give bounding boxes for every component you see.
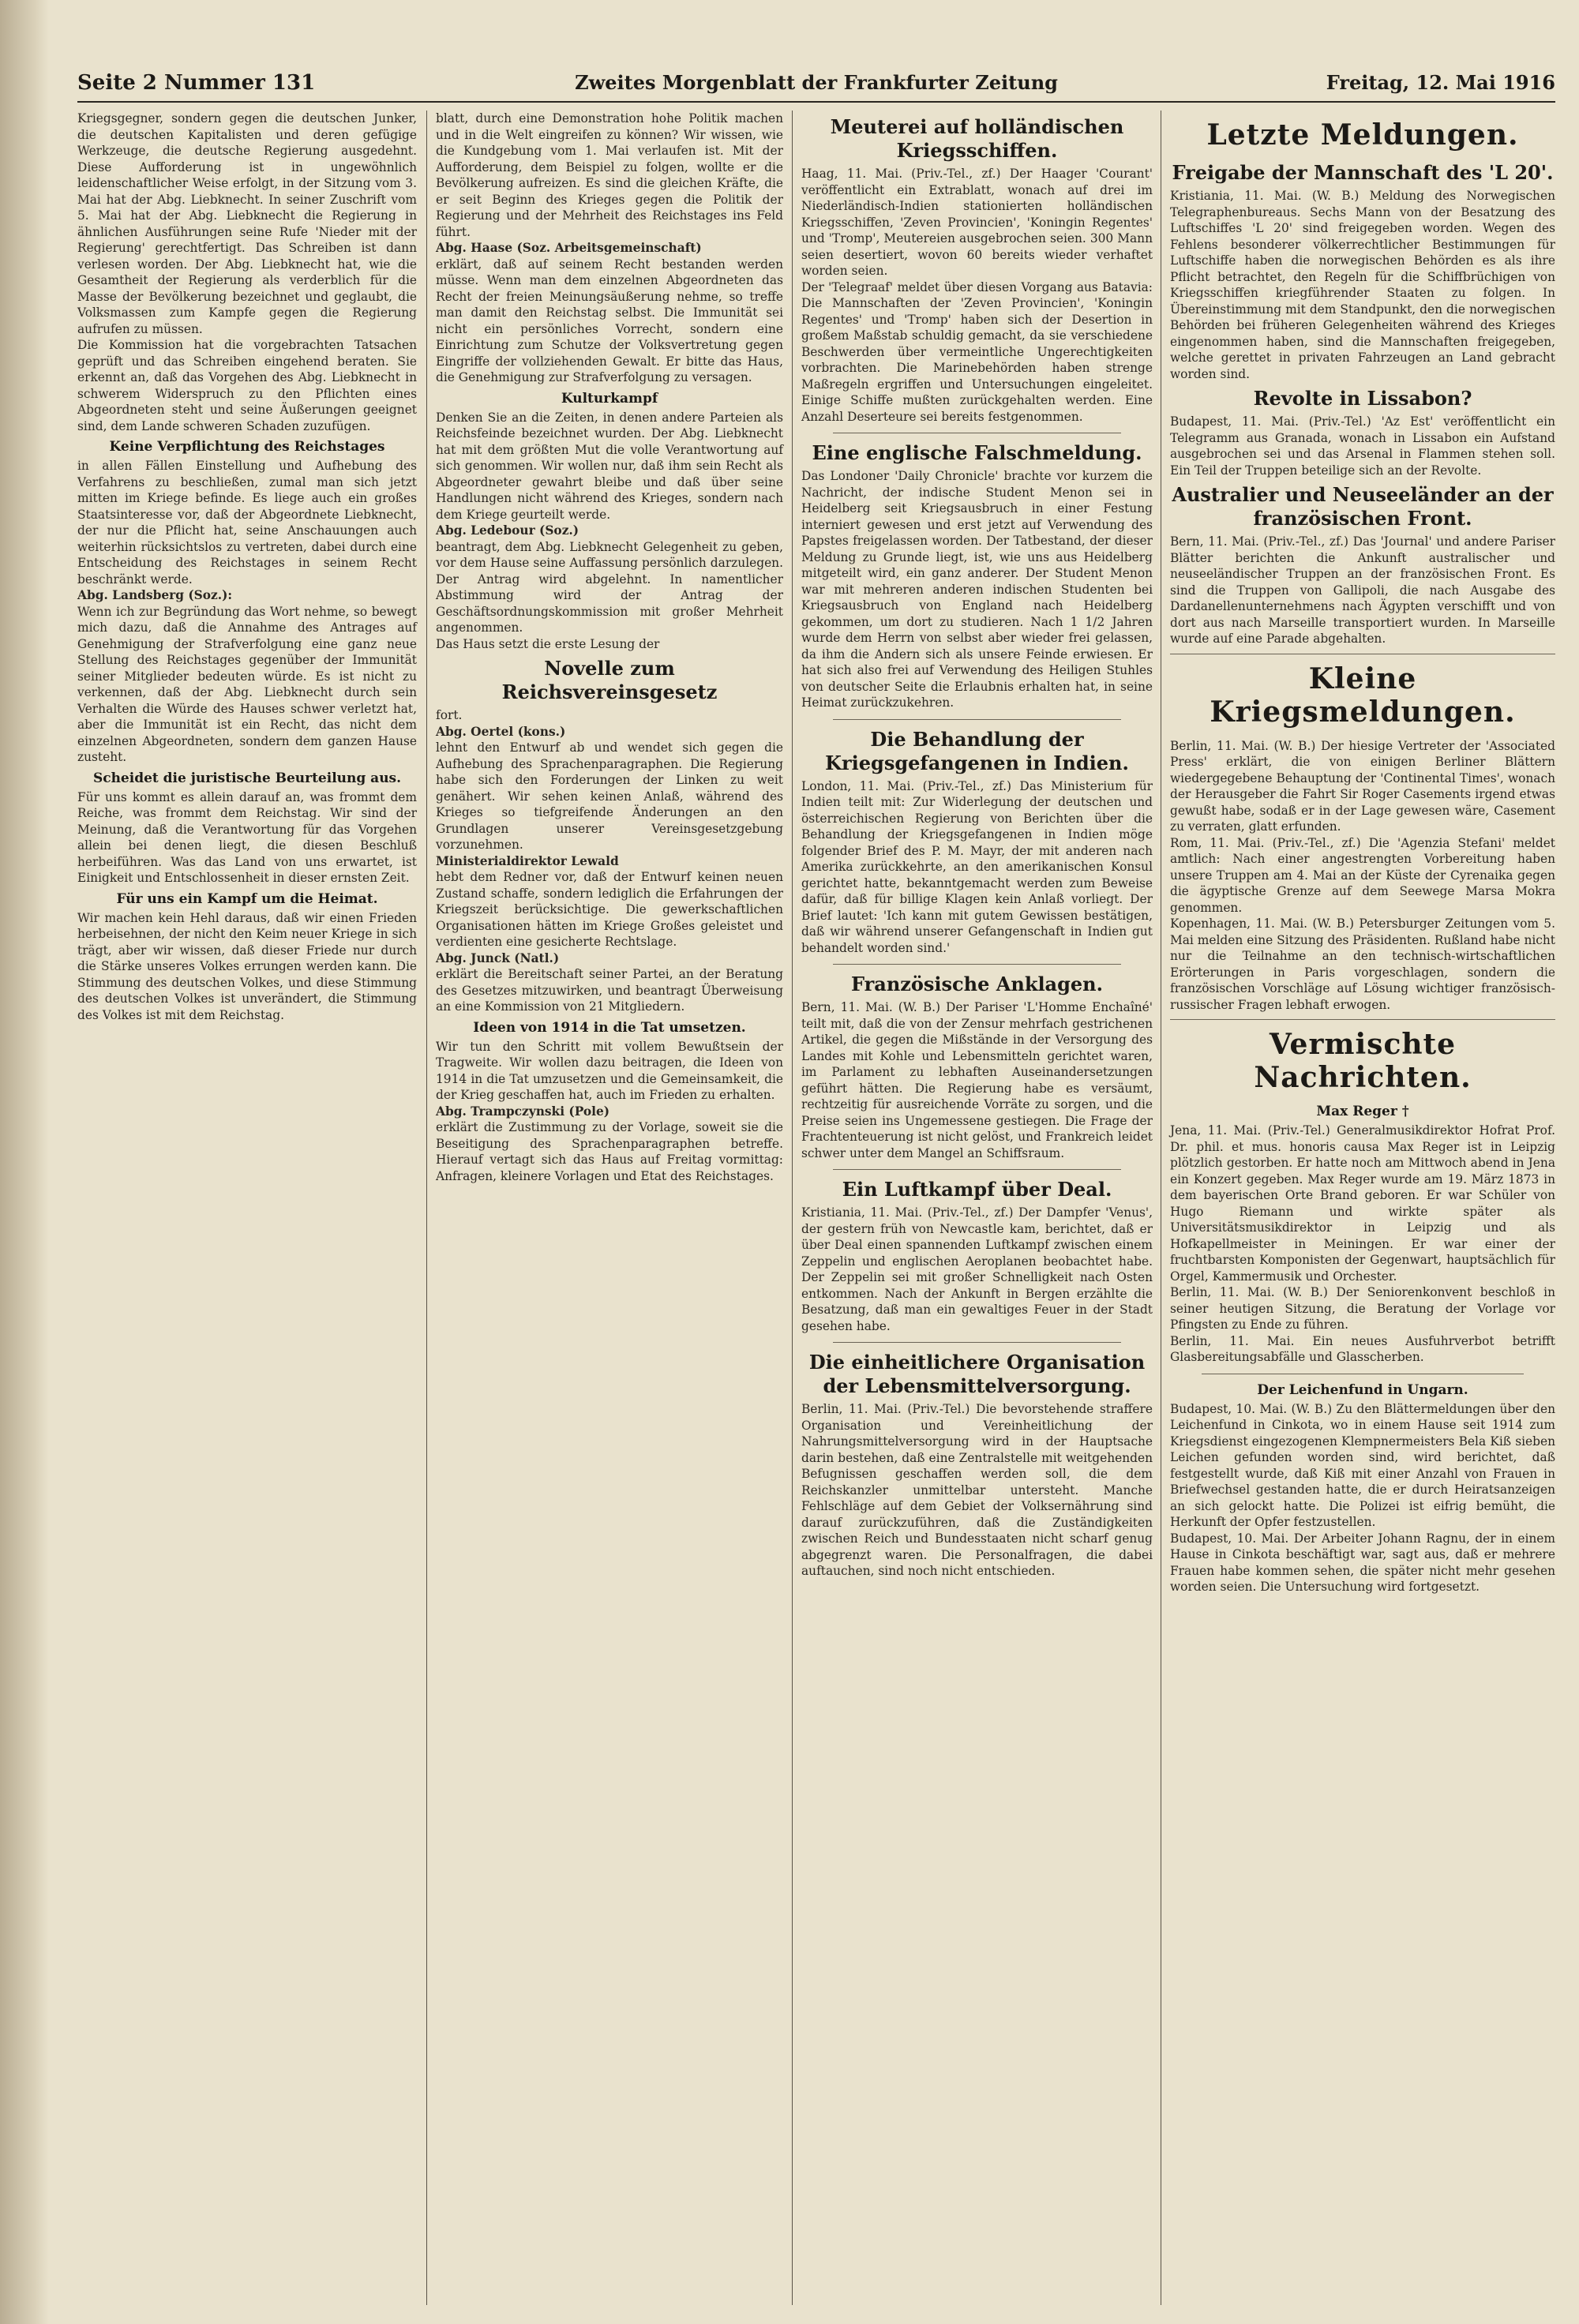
- article-paragraph: Wenn ich zur Begründung das Wort nehme, so bewegt mich dazu, daß die Annahme des Antrages auf Genehmigung der Strafverfolgung eine ganz neue Stellung des Reichstages gegenüber der Immunität seiner Mitglieder bedeuten würde. Es ist nicht zu verkennen, daß der Abg. Liebknecht durch sein Verhalten die Würde des Hauses schwer verletzt hat, aber die Immunität ist ein Recht, das nicht dem einzelnen Abgeordneten, sondern dem ganzen Hause zusteht.: [77, 604, 421, 764]
- article-title: Ein Luftkampf über Deal.: [842, 1178, 1112, 1201]
- divider: [833, 719, 1121, 720]
- section-title: Kleine Kriegsmeldungen.: [1210, 662, 1516, 729]
- column-4: [1170, 111, 1559, 2305]
- article-title: Australier und Neuseeländer an der französischen Front.: [1172, 483, 1554, 530]
- issue-date: Freitag, 12. Mai 1916: [1326, 71, 1555, 94]
- article-paragraph: Kristiania, 11. Mai. (Priv.-Tel., zf.) Der Dampfer 'Venus', der gestern früh von Newcastle kam, berichtet, daß er über Deal einen spannenden Luftkampf zwischen einem Zeppelin und englischen Aeroplanen beobachtet habe. Der Zeppelin sei mit großer Schnelligkeit nach Osten entkommen. Nach der Ankunft in Bergen erzählte die Besatzung, daß man ein gewaltiges Feuer in der Stadt gesehen habe.: [801, 1205, 1157, 1333]
- article-paragraph: Wir machen kein Hehl daraus, daß wir einen Frieden herbeisehnen, der nicht den Keim neuer Kriege in sich trägt, aber wir wissen, daß dieser Friede nur durch die Stärke unseres Volkes errungen werden kann. Die Stimmung des deutschen Volkes, und diese Stimmung des deutschen Volkes ist unverändert, die Stimmung des Volkes ist mit dem Reichstag.: [77, 910, 421, 1022]
- article-paragraph: Kristiania, 11. Mai. (W. B.) Meldung des Norwegischen Telegraphenbureaus. Sechs Mann von der Besatzung des Luftschiffes 'L 20' sind freigegeben worden. Wegen des Fehlens besonderer völkerrechtlicher Bestimmungen für Luftschiffe haben die norwegischen Behörden es als ihre Pflicht betrachtet, den Regeln für die Schiffbrüchigen von Kriegsschiffen kriegführender Staaten zu folgen. In Übereinstimmung mit dem Standpunkt, den die norwegischen Behörden bei früheren Gelegenheiten während des Krieges eingenommen haben, sind die Mannschaften freigegeben, welche gerettet in privaten Fahrzeugen an Land gebracht worden sind.: [1170, 189, 1559, 381]
- article-paragraph: Für uns kommt es allein darauf an, was frommt dem Reiche, was frommt dem Reichstag. Wir sind der Meinung, daß die Verantwortung für das Vorgehen allein bei denen liegt, die diesen Beschluß herbeiführen. Was das Land von uns erwartet, ist Einigkeit und Entschlossenheit in dieser ernsten Zeit.: [77, 789, 421, 885]
- article-paragraph: Wir tun den Schritt mit vollem Bewußtsein der Tragweite. Wir wollen dazu beitragen, die Ideen von 1914 in die Tat umzusetzen und die Gemeinsamkeit, die der Krieg geschaffen hat, auch im Frieden zu erhalten.: [436, 1039, 787, 1102]
- article-paragraph: Kopenhagen, 11. Mai. (W. B.) Petersburger Zeitungen vom 5. Mai melden eine Sitzung des Präsidenten. Rußland habe nicht nur die Teilnahme an den technisch-wirtschaftlichen Erörterungen in Paris vorgeschlagen, sondern die französischen Vorschläge auf Lösung wichtiger französisch-russischer Fragen lebhaft erwogen.: [1170, 916, 1559, 1012]
- speaker-name: Ministerialdirektor Lewald: [436, 853, 619, 868]
- article-paragraph: beantragt, dem Abg. Liebknecht Gelegenheit zu geben, vor dem Hause seine Auffassung persönlich darzulegen. Der Antrag wird abgelehnt. In namentlicher Abstimmung wird der Antrag der Geschäftsordnungskommission mit großer Mehrheit angenommen.: [436, 539, 787, 635]
- column-rule: [792, 111, 793, 2305]
- article-title: Französische Anklagen.: [851, 973, 1103, 995]
- article-paragraph: Berlin, 11. Mai. Ein neues Ausfuhrverbot betrifft Glasbereitungsabfälle und Glasscherben.: [1170, 1333, 1559, 1364]
- article-paragraph: Berlin, 11. Mai. (W. B.) Der Seniorenkonvent beschloß in seiner heutigen Sitzung, die Beratung der Vorlage vor Pfingsten zu Ende zu führen.: [1170, 1285, 1559, 1332]
- book-binding: [0, 0, 49, 2324]
- subheading: Max Reger †: [1316, 1104, 1409, 1119]
- article-title: Eine englische Falschmeldung.: [812, 441, 1142, 464]
- column-3: [801, 111, 1157, 2305]
- article-paragraph: Jena, 11. Mai. (Priv.-Tel.) Generalmusikdirektor Hofrat Prof. Dr. phil. et mus. honoris causa Max Reger ist in Leipzig plötzlich gestorben. Er hatte noch am Mittwoch abend in Jena ein Konzert gegeben. Max Reger wurde am 19. März 1873 in dem bayerischen Orte Brand geboren. Er war Schüler von Hugo Riemann und wirkte später als Universitätsmusikdirektor in Leipzig und als Hofkapellmeister in Meiningen. Er war einer der fruchtbarsten Komponisten der Gegenwart, hauptsächlich für Orgel, Kammermusik und Orchester.: [1170, 1123, 1559, 1284]
- column-2: [436, 111, 787, 2305]
- article-paragraph: Berlin, 11. Mai. (W. B.) Der hiesige Vertreter der 'Associated Press' erklärt, die von einigen Berliner Blättern wiedergegebene Behauptung der 'Continental Times', wonach der Herausgeber die Fahrt Sir Roger Casements irgend etwas gewußt habe, sodaß er in der Lage gewesen wäre, Casement zu verraten, glatt erfunden.: [1170, 738, 1559, 834]
- article-paragraph: in allen Fällen Einstellung und Aufhebung des Verfahrens zu beschließen, zumal man sich jetzt mitten im Kriege befinde. Es liege auch ein großes Staatsinteresse vor, daß der Abgeordnete Liebknecht, der nur die Pflicht hat, seine Anschauungen auch weiterhin rücksichtslos zu vertreten, dabei durch eine Entscheidung des Reichstages in seinem Recht beschränkt werde.: [77, 459, 421, 587]
- article-paragraph: Budapest, 10. Mai. Der Arbeiter Johann Ragnu, der in einem Hause in Cinkota beschäftigt war, sagt aus, daß er mehrere Frauen habe kommen sehen, die später nicht mehr gesehen worden seien. Die Untersuchung wird fortgesetzt.: [1170, 1531, 1559, 1594]
- page-number: Seite 2 Nummer 131: [77, 71, 316, 95]
- divider: [833, 1169, 1121, 1170]
- subheading: Kulturkampf: [561, 390, 658, 407]
- section-title: Letzte Meldungen.: [1206, 118, 1519, 152]
- article-paragraph: hebt dem Redner vor, daß der Entwurf keinen neuen Zustand schaffe, sondern lediglich die Erfahrungen der Kriegszeit berücksichtige. Die gewerkschaftlichen Organisationen hätten im Kriege Großes geleistet und verdienten eine gesicherte Rechtslage.: [436, 870, 787, 949]
- article-paragraph: lehnt den Entwurf ab und wendet sich gegen die Aufhebung des Sprachenparagraphen. Die Regierung habe sich den Forderungen der Linken zu weit genähert. Wir sehen keinen Anlaß, während des Krieges so tiefgreifende Änderungen an den Grundlagen unserer Vereinsgesetzgebung vorzunehmen.: [436, 740, 787, 852]
- article-title: Novelle zum Reichsvereinsgesetz: [501, 657, 718, 703]
- speaker-name: Abg. Ledebour (Soz.): [436, 523, 579, 538]
- subheading: Ideen von 1914 in die Tat umsetzen.: [473, 1019, 746, 1036]
- article-title: Revolte in Lissabon?: [1253, 387, 1472, 410]
- article-paragraph: Das Haus setzt die erste Lesung der: [436, 636, 660, 651]
- article-paragraph: Das Londoner 'Daily Chronicle' brachte vor kurzem die Nachricht, der indische Student Menon sei in Heidelberg seit Kriegsausbruch in einer Festung interniert gewesen und erst jetzt auf Verwendung des Papstes freigelassen worden. Der Tatbestand, der dieser Meldung zu Grunde liegt, ist, wie uns aus Heidelberg mitgeteilt wird, ein ganz anderer. Der Student Menon war mit mehreren anderen indischen Studenten bei Kriegsausbruch von England nach Heidelberg gekommen, um dort zu studieren. Nach 1 1/2 Jahren wurde dem Herrn von selbst aber wieder frei gelassen, da ihm die Andern sich als unsere Feinde erwiesen. Er hat sich also frei auf Verwendung des Heiligen Stuhles von deutscher Seite die Erlaubnis erhalten hat, in seine Heimat zurückzukehren.: [801, 469, 1157, 710]
- article-paragraph: Die Kommission hat die vorgebrachten Tatsachen geprüft und das Schreiben eingehend beraten. Sie erkennt an, daß das Vorgehen des Abg. Liebknecht in schwerem Widerspruch zu den Pflichten eines Abgeordneten steht und seine Äußerungen geeignet sind, dem Lande schweren Schaden zuzufügen.: [77, 338, 421, 433]
- divider: [833, 964, 1121, 965]
- article-paragraph: Rom, 11. Mai. (Priv.-Tel., zf.) Die 'Agenzia Stefani' meldet amtlich: Nach einer angestrengten Vorbereitung haben unsere Truppen am 4. Mai an der Küste der Cyrenaika gegen die ägyptische Grenze auf dem Seewege Marsa Mokra genommen.: [1170, 835, 1559, 915]
- article-title: Freigabe der Mannschaft des 'L 20'.: [1172, 161, 1554, 184]
- subheading: Keine Verpflichtung des Reichstages: [109, 439, 385, 455]
- article-paragraph: erklärt die Bereitschaft seiner Partei, an der Beratung des Gesetzes mitzuwirken, und beantragt Überweisung an eine Kommission von 21 Mitgliedern.: [436, 967, 787, 1014]
- speaker-name: Abg. Trampczynski (Pole): [436, 1104, 610, 1119]
- article-paragraph: fort.: [436, 708, 463, 722]
- speaker-name: Abg. Oertel (kons.): [436, 724, 566, 739]
- article-paragraph: erklärt die Zustimmung zu der Vorlage, soweit sie die Beseitigung des Sprachenparagraphen betreffe. Hierauf vertagt sich das Haus auf Freitag vormittag: Anfragen, kleinere Vorlagen und Etat des Reichstages.: [436, 1120, 787, 1183]
- divider: [833, 1342, 1121, 1343]
- article-paragraph: Budapest, 11. Mai. (Priv.-Tel.) 'Az Est' veröffentlicht ein Telegramm aus Granada, wonach in Lissabon ein Aufstand ausgebrochen sei und das Arsenal in Flammen stehen soll. Ein Teil der Truppen beteilige sich an der Revolte.: [1170, 414, 1559, 478]
- article-paragraph: Denken Sie an die Zeiten, in denen andere Parteien als Reichsfeinde bezeichnet wurden. Der Abg. Liebknecht hat mit dem größten Mut die volle Verantwortung auf sich genommen. Wir wollen nur, daß ihm sein Recht als Abgeordneter gewahrt bleibe und daß über seine Handlungen nicht während des Krieges, sondern nach dem Kriege geurteilt werde.: [436, 410, 787, 522]
- subheading: Für uns ein Kampf um die Heimat.: [116, 890, 378, 907]
- article-paragraph: Bern, 11. Mai. (Priv.-Tel., zf.) Das 'Journal' und andere Pariser Blätter berichten die Ankunft australischer und neuseeländischer Truppen an der französischen Front. Es sind die Truppen von Gallipoli, die nach Ausgabe des Dardanellenunternehmens nach Ägypten verschifft und von dort aus nach Marseille transportiert wurden. In Marseille wurde auf eine Parade abgehalten.: [1170, 534, 1559, 646]
- masthead: Zweites Morgenblatt der Frankfurter Zeitung: [575, 71, 1058, 94]
- page-header: [77, 69, 1555, 103]
- speaker-name: Abg. Haase (Soz. Arbeitsgemeinschaft): [436, 241, 702, 255]
- article-paragraph: Berlin, 11. Mai. (Priv.-Tel.) Die bevorstehende straffere Organisation und Vereinheitlichung der Nahrungsmittelversorgung wird in der Hauptsache darin bestehen, daß eine Zentralstelle mit weitgehenden Befugnissen geschaffen werden soll, die dem Reichskanzler unmittelbar untersteht. Manche Fehlschläge auf dem Gebiet der Volksernährung sind darauf zurückzuführen, daß die Zuständigkeiten zwischen Reich und Bundesstaaten nicht scharf genug abgegrenzt waren. Die Personalfragen, die dabei auftauchen, sind noch nicht entschieden.: [801, 1402, 1157, 1578]
- article-title: Die Behandlung der Kriegsgefangenen in Indien.: [825, 727, 1129, 774]
- article-paragraph: blatt, durch eine Demonstration hohe Politik machen und in die Welt eingreifen zu können? Wir wissen, wie die Kundgebung vom 1. Mai verlaufen ist. Mit der Aufforderung, dem Beispiel zu folgen, wollte er die Bevölkerung aufreizen. Es sind die gleichen Kräfte, die er seit Beginn des Krieges gegen die Politik der Regierung und der Mehrheit des Reichstages ins Feld führt.: [436, 111, 787, 239]
- article-paragraph: London, 11. Mai. (Priv.-Tel., zf.) Das Ministerium für Indien teilt mit: Zur Widerlegung der deutschen und österreichischen Regierung von Berichten über die Behandlung der Kriegsgefangenen in Indien möge folgender Brief des P. M. Mayr, der mit anderen nach Amerika zurückkehrte, an den amerikanischen Konsul gerichtet hatte, bekanntgemacht werden zum Beweise dafür, daß für billige Klagen kein Anlaß vorliegt. Der Brief lautet: 'Ich kann mit gutem Gewissen bestätigen, daß wir während unserer Gefangenschaft in Indien gut behandelt worden sind.': [801, 778, 1157, 955]
- article-paragraph: Bern, 11. Mai. (W. B.) Der Pariser 'L'Homme Enchaîné' teilt mit, daß die von der Zensur mehrfach gestrichenen Artikel, die gegen die Mißstände in der Versorgung des Landes mit Kohle und Lebensmitteln gerichtet waren, im Parlament zu lebhaften Auseinandersetzungen geführt hätten. Die Regierung habe es versäumt, rechtzeitig für ausreichende Vorräte zu sorgen, und die Preise seien ins Ungemessene gestiegen. Die Frage der Frachtenteuerung ist nicht gelöst, und Frankreich leidet schwer unter dem Mangel an Schiffsraum.: [801, 1000, 1157, 1160]
- speaker-name: Abg. Landsberg (Soz.):: [77, 588, 233, 602]
- article-title: Meuterei auf holländischen Kriegsschiffen.: [830, 115, 1124, 162]
- speaker-name: Abg. Junck (Natl.): [436, 950, 560, 965]
- article-paragraph: Der 'Telegraaf' meldet über diesen Vorgang aus Batavia: Die Mannschaften der 'Zeven Provincien', 'Koningin Regentes' und 'Tromp' haben sich der Desertion in großem Maßstab schuldig gemacht, da sie verschiedene Beschwerden über vermeintliche Ungerechtigkeiten vorbrachten. Die Marinebehörden haben strenge Maßregeln ergriffen und Untersuchungen eingeleitet. Einige Schiffe mußten zurückgehalten werden. Eine Anzahl Deserteure sei bereits festgenommen.: [801, 279, 1157, 424]
- subheading: Der Leichenfund in Ungarn.: [1257, 1381, 1468, 1398]
- article-title: Die einheitlichere Organisation der Lebensmittelversorgung.: [808, 1351, 1146, 1397]
- column-rule: [426, 111, 427, 2305]
- column-1: [77, 111, 421, 2305]
- article-paragraph: Budapest, 10. Mai. (W. B.) Zu den Blättermeldungen über den Leichenfund in Cinkota, wo in einem Hause seit 1914 zum Kriegsdienst eingezogenen Klempnermeisters Bela Kiß sieben Leichen gefunden worden sind, wird berichtet, daß festgestellt wurde, daß Kiß mit einer Anzahl von Frauen in Briefwechsel gestanden hatte, die er durch Heiratsanzeigen an sich gelockt hatte. Die Polizei ist eifrig bemüht, die Herkunft der Opfer festzustellen.: [1170, 1401, 1559, 1529]
- divider: [1170, 1019, 1555, 1020]
- article-paragraph: Haag, 11. Mai. (Priv.-Tel., zf.) Der Haager 'Courant' veröffentlicht ein Extrablatt, wonach auf drei im Niederländisch-Indien stationierten holländischen Kriegsschiffen, 'Zeven Provincien', 'Koningin Regentes' und 'Tromp', Meutereien ausgebrochen seien. 300 Mann seien desertiert, wovon 60 bereits wieder verhaftet worden seien.: [801, 167, 1157, 278]
- article-paragraph: Kriegsgegner, sondern gegen die deutschen Junker, die deutschen Kapitalisten und deren gefügige Werkzeuge, die deutsche Regierung ausgedehnt. Diese Aufforderung ist in ungewöhnlich leidenschaftlicher Weise erfolgt, in der Sitzung vom 3. Mai hat der Abg. Liebknecht. In seiner Zuschrift vom 5. Mai hat der Abg. Liebknecht die Regierung in ähnlichen Ausführungen seine Rufe 'Nieder mit der Regierung' gerechtfertigt. Das Schreiben ist dann verlesen worden. Der Abg. Liebknecht hat, wie die Gesamtheit der Regierung als verderblich für die Masse der Bevölkerung bezeichnet und geglaubt, die Volksmassen zum Kampfe gegen die Regierung aufrufen zu müssen.: [77, 111, 421, 336]
- section-title: Vermischte Nachrichten.: [1254, 1028, 1472, 1094]
- subheading: Scheidet die juristische Beurteilung aus.: [92, 770, 402, 786]
- article-paragraph: erklärt, daß auf seinem Recht bestanden werden müsse. Wenn man dem einzelnen Abgeordneten das Recht der freien Meinungsäußerung nehme, so treffe man damit den Reichstag selbst. Die Immunität sei nicht ein persönliches Vorrecht, sondern eine Einrichtung zum Schutze der Volksvertretung gegen Eingriffe der vollziehenden Gewalt. Er bitte das Haus, die Genehmigung zur Strafverfolgung zu versagen.: [436, 257, 787, 384]
